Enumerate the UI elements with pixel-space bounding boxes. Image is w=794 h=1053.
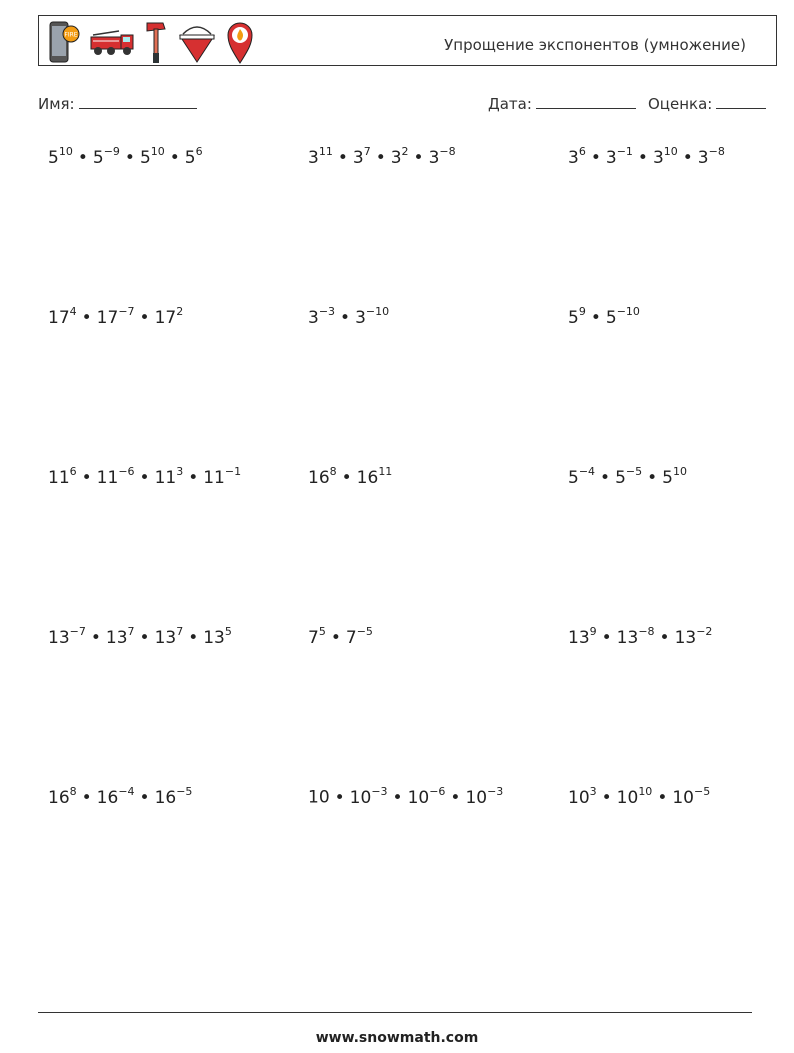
power-base: 10 bbox=[407, 787, 430, 808]
power-base: 5 bbox=[662, 467, 673, 488]
power-term bbox=[48, 145, 73, 168]
worksheet-title: Упрощение экспонентов (умножение) bbox=[444, 36, 746, 54]
power-base: 13 bbox=[568, 627, 590, 648]
power-base: 17 bbox=[96, 307, 119, 328]
power-term bbox=[308, 465, 337, 488]
power-base: 7 bbox=[345, 627, 357, 648]
fire-bucket-icon bbox=[177, 20, 217, 64]
power-base: 13 bbox=[48, 627, 70, 648]
power-term bbox=[568, 465, 596, 488]
multiply-dot: • bbox=[601, 787, 612, 808]
power-exponent: −4 bbox=[578, 465, 596, 478]
power-term bbox=[465, 785, 504, 808]
problem-8 bbox=[308, 466, 392, 488]
power-exponent: −5 bbox=[625, 465, 643, 478]
power-base: 3 bbox=[605, 147, 617, 168]
power-exponent: −8 bbox=[439, 145, 456, 158]
power-term bbox=[203, 625, 232, 648]
problem-1 bbox=[48, 146, 203, 168]
power-term bbox=[48, 785, 77, 808]
fire-axe-icon bbox=[143, 19, 169, 65]
power-exponent: −3 bbox=[487, 785, 504, 798]
power-exponent: 5 bbox=[224, 625, 232, 638]
power-base: 3 bbox=[308, 147, 319, 168]
power-exponent: 10 bbox=[663, 145, 678, 158]
multiply-dot: • bbox=[90, 627, 101, 648]
power-exponent: 7 bbox=[127, 625, 135, 638]
power-term bbox=[356, 465, 393, 488]
power-term bbox=[139, 145, 165, 168]
multiply-dot: • bbox=[139, 787, 150, 808]
power-term bbox=[352, 145, 371, 168]
footer-url: www.snowmath.com bbox=[315, 1030, 479, 1046]
power-term bbox=[605, 305, 640, 328]
power-term bbox=[568, 785, 597, 808]
multiply-dot: • bbox=[659, 627, 670, 648]
footer-divider bbox=[38, 1012, 752, 1013]
power-exponent: −1 bbox=[224, 465, 242, 478]
power-exponent: 7 bbox=[363, 145, 371, 158]
power-term bbox=[154, 625, 184, 648]
power-base: 3 bbox=[697, 147, 709, 168]
power-base: 5 bbox=[139, 147, 151, 168]
multiply-dot: • bbox=[600, 467, 611, 488]
power-base: 3 bbox=[568, 147, 579, 168]
power-base: 3 bbox=[308, 307, 319, 328]
power-term bbox=[96, 305, 135, 328]
power-exponent: 2 bbox=[401, 145, 409, 158]
power-base: 3 bbox=[428, 147, 440, 168]
multiply-dot: • bbox=[124, 147, 135, 168]
power-exponent: 4 bbox=[69, 305, 77, 318]
power-term bbox=[96, 785, 135, 808]
multiply-dot: • bbox=[169, 147, 180, 168]
name-field[interactable] bbox=[38, 94, 197, 113]
multiply-dot: • bbox=[682, 147, 693, 168]
problem-2 bbox=[308, 146, 456, 168]
multiply-dot: • bbox=[81, 307, 92, 328]
power-exponent: 9 bbox=[589, 625, 597, 638]
power-exponent: 6 bbox=[578, 145, 586, 158]
power-base: 13 bbox=[674, 627, 697, 648]
problem-14 bbox=[308, 786, 503, 808]
power-term bbox=[48, 465, 77, 488]
power-exponent: −7 bbox=[118, 305, 135, 318]
multiply-dot: • bbox=[81, 467, 92, 488]
multiply-dot: • bbox=[340, 307, 351, 328]
phone-fire-icon bbox=[47, 20, 81, 64]
power-term bbox=[308, 305, 336, 328]
power-base: 5 bbox=[48, 147, 59, 168]
power-term bbox=[48, 625, 86, 648]
power-base: 10 bbox=[672, 787, 694, 808]
power-term bbox=[154, 465, 184, 488]
power-term bbox=[308, 145, 333, 168]
power-exponent: −10 bbox=[365, 305, 390, 318]
power-term bbox=[605, 145, 633, 168]
power-exponent: 8 bbox=[69, 785, 77, 798]
power-base: 5 bbox=[615, 467, 626, 488]
power-term bbox=[154, 305, 184, 328]
power-term bbox=[672, 785, 711, 808]
power-base: 10 bbox=[465, 787, 488, 808]
power-base: 11 bbox=[203, 467, 225, 488]
power-term bbox=[568, 145, 586, 168]
multiply-dot: • bbox=[81, 787, 92, 808]
power-term bbox=[92, 145, 120, 168]
power-exponent: 10 bbox=[58, 145, 73, 158]
power-exponent: −5 bbox=[693, 785, 711, 798]
multiply-dot: • bbox=[657, 787, 668, 808]
power-term bbox=[308, 625, 326, 648]
multiply-dot: • bbox=[188, 627, 199, 648]
power-term bbox=[616, 785, 653, 808]
power-base: 11 bbox=[48, 467, 70, 488]
multiply-dot: • bbox=[139, 467, 150, 488]
power-exponent: −3 bbox=[371, 785, 388, 798]
multiply-dot: • bbox=[334, 787, 345, 808]
power-exponent: −6 bbox=[118, 465, 135, 478]
multiply-dot: • bbox=[375, 147, 386, 168]
power-exponent: −2 bbox=[696, 625, 713, 638]
power-exponent: −7 bbox=[69, 625, 86, 638]
power-base: 3 bbox=[652, 147, 664, 168]
problem-15 bbox=[568, 786, 710, 808]
power-base: 10 bbox=[349, 787, 372, 808]
multiply-dot: • bbox=[139, 627, 150, 648]
multiply-dot: • bbox=[601, 627, 612, 648]
power-term bbox=[96, 465, 135, 488]
power-base: 16 bbox=[96, 787, 119, 808]
date-field[interactable] bbox=[488, 94, 636, 113]
power-term bbox=[355, 305, 390, 328]
name-label: Имя: bbox=[38, 95, 75, 113]
power-exponent: 10 bbox=[672, 465, 687, 478]
power-term bbox=[308, 788, 330, 808]
power-exponent: 5 bbox=[318, 625, 326, 638]
power-base: 16 bbox=[308, 467, 330, 488]
power-base: 7 bbox=[308, 627, 319, 648]
multiply-dot: • bbox=[637, 147, 648, 168]
power-term bbox=[105, 625, 135, 648]
power-term bbox=[428, 145, 456, 168]
power-base: 13 bbox=[105, 627, 128, 648]
multiply-dot: • bbox=[590, 307, 601, 328]
power-base: 10 bbox=[308, 787, 330, 808]
power-term bbox=[662, 465, 687, 488]
multiply-dot: • bbox=[139, 307, 150, 328]
header-icons bbox=[47, 19, 255, 65]
power-exponent: −9 bbox=[103, 145, 120, 158]
power-exponent: −1 bbox=[616, 145, 633, 158]
power-exponent: −4 bbox=[118, 785, 135, 798]
multiply-dot: • bbox=[647, 467, 658, 488]
multiply-dot: • bbox=[188, 467, 199, 488]
power-base: 17 bbox=[48, 307, 70, 328]
power-exponent: 8 bbox=[329, 465, 337, 478]
power-term bbox=[652, 145, 678, 168]
power-exponent: −8 bbox=[638, 625, 655, 638]
power-term bbox=[203, 465, 242, 488]
power-base: 3 bbox=[355, 307, 366, 328]
power-base: 5 bbox=[568, 307, 579, 328]
problem-6 bbox=[568, 306, 640, 328]
grade-field[interactable] bbox=[648, 94, 766, 113]
power-exponent: 2 bbox=[176, 305, 184, 318]
power-exponent: 9 bbox=[578, 305, 586, 318]
power-exponent: −8 bbox=[708, 145, 725, 158]
multiply-dot: • bbox=[77, 147, 88, 168]
power-base: 13 bbox=[154, 627, 177, 648]
power-term bbox=[390, 145, 409, 168]
power-term bbox=[154, 785, 193, 808]
power-term bbox=[697, 145, 725, 168]
power-base: 13 bbox=[203, 627, 225, 648]
power-exponent: 7 bbox=[176, 625, 184, 638]
power-exponent: 11 bbox=[378, 465, 393, 478]
power-base: 17 bbox=[154, 307, 177, 328]
power-exponent: −6 bbox=[429, 785, 446, 798]
power-base: 10 bbox=[616, 787, 639, 808]
grade-blank-line[interactable] bbox=[716, 94, 766, 109]
power-base: 10 bbox=[568, 787, 590, 808]
fire-truck-icon bbox=[89, 27, 135, 57]
name-blank-line[interactable] bbox=[79, 94, 197, 109]
power-base: 5 bbox=[568, 467, 579, 488]
power-term bbox=[349, 785, 388, 808]
power-base: 11 bbox=[96, 467, 119, 488]
power-exponent: −10 bbox=[616, 305, 640, 318]
power-exponent: −5 bbox=[176, 785, 193, 798]
problem-10 bbox=[48, 626, 232, 648]
fire-location-pin-icon bbox=[225, 19, 255, 65]
worksheet-header bbox=[38, 15, 777, 66]
power-base: 16 bbox=[154, 787, 177, 808]
power-term bbox=[407, 785, 446, 808]
power-base: 5 bbox=[605, 307, 617, 328]
power-term bbox=[568, 305, 586, 328]
power-base: 5 bbox=[184, 147, 196, 168]
problem-5 bbox=[308, 306, 389, 328]
power-term bbox=[568, 625, 597, 648]
power-base: 11 bbox=[154, 467, 177, 488]
multiply-dot: • bbox=[337, 147, 348, 168]
power-term bbox=[345, 625, 373, 648]
power-term bbox=[184, 145, 203, 168]
power-exponent: −3 bbox=[318, 305, 336, 318]
power-base: 13 bbox=[616, 627, 639, 648]
multiply-dot: • bbox=[590, 147, 601, 168]
multiply-dot: • bbox=[330, 627, 341, 648]
problem-3 bbox=[568, 146, 725, 168]
power-base: 3 bbox=[352, 147, 364, 168]
problem-12 bbox=[568, 626, 712, 648]
power-exponent: 3 bbox=[589, 785, 597, 798]
multiply-dot: • bbox=[450, 787, 461, 808]
power-base: 16 bbox=[356, 467, 379, 488]
problem-11 bbox=[308, 626, 373, 648]
power-term bbox=[48, 305, 77, 328]
power-base: 3 bbox=[390, 147, 402, 168]
multiply-dot: • bbox=[341, 467, 352, 488]
multiply-dot: • bbox=[392, 787, 403, 808]
power-exponent: 6 bbox=[195, 145, 203, 158]
power-exponent: 10 bbox=[150, 145, 165, 158]
power-term bbox=[674, 625, 713, 648]
problem-9 bbox=[568, 466, 687, 488]
problem-13 bbox=[48, 786, 192, 808]
power-exponent: 10 bbox=[638, 785, 653, 798]
date-label: Дата: bbox=[488, 95, 532, 113]
power-exponent: 6 bbox=[69, 465, 77, 478]
svg-text:FIRE: FIRE bbox=[64, 31, 78, 39]
power-exponent: 11 bbox=[318, 145, 333, 158]
power-base: 16 bbox=[48, 787, 70, 808]
problem-4 bbox=[48, 306, 183, 328]
problem-7 bbox=[48, 466, 241, 488]
grade-label: Оценка: bbox=[648, 95, 713, 113]
multiply-dot: • bbox=[413, 147, 424, 168]
power-exponent: −5 bbox=[356, 625, 373, 638]
power-term bbox=[615, 465, 643, 488]
power-exponent: 3 bbox=[176, 465, 184, 478]
power-base: 5 bbox=[92, 147, 104, 168]
date-blank-line[interactable] bbox=[536, 94, 636, 109]
power-term bbox=[616, 625, 655, 648]
